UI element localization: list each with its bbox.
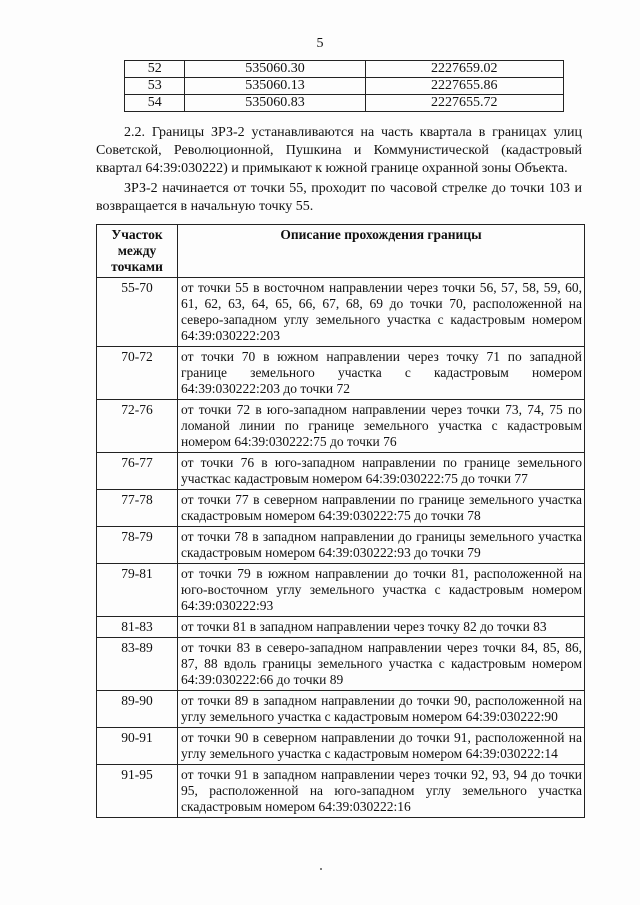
boundary-row — [97, 453, 585, 490]
segment-cell: 90-91 — [97, 728, 178, 765]
segment-cell: 83-89 — [97, 638, 178, 691]
description-cell: от точки 72 в юго-западном направлении через точки 73, 74, 75 по ломаной линии по границе земельного участка с кадастровым номером 64:39:030222:75 до точки 76 — [178, 400, 585, 453]
segment-cell: 55-70 — [97, 278, 178, 347]
y-coordinate-cell: 2227655.86 — [365, 78, 563, 95]
coordinates-row — [125, 78, 564, 95]
boundary-row — [97, 564, 585, 617]
segment-cell: 76-77 — [97, 453, 178, 490]
boundary-row — [97, 617, 585, 638]
description-cell: от точки 91 в западном направлении через точки 92, 93, 94 до точки 95, расположенной на юго-западном углу земельного участка скадастровым номером 64:39:030222:16 — [178, 765, 585, 818]
boundary-row — [97, 400, 585, 453]
paragraph-zrz2-start — [96, 180, 582, 216]
boundary-row — [97, 691, 585, 728]
description-cell: от точки 83 в северо-западном направлении через точки 84, 85, 86, 87, 88 вдоль границы земельного участка с кадастровым номером 64:39:030222:66 до точки 89 — [178, 638, 585, 691]
segment-cell: 72-76 — [97, 400, 178, 453]
boundary-row — [97, 278, 585, 347]
boundary-row — [97, 728, 585, 765]
coordinates-table-body — [125, 61, 564, 112]
segment-cell: 79-81 — [97, 564, 178, 617]
description-cell: от точки 55 в восточном направлении через точки 56, 57, 58, 59, 60, 61, 62, 63, 64, 65, 66, 67, 68, 69 до точки 70, расположенной на северо-западном углу земельного участка с кадастровым номером 64:39:030222:203 — [178, 278, 585, 347]
point-number-cell: 52 — [125, 61, 185, 78]
segment-cell: 89-90 — [97, 691, 178, 728]
paragraph-zrz2-bounds — [96, 124, 582, 178]
boundary-row — [97, 527, 585, 564]
description-cell: от точки 89 в западном направлении до точки 90, расположенной на углу земельного участка с кадастровым номером 64:39:030222:90 — [178, 691, 585, 728]
description-cell: от точки 70 в южном направлении через точку 71 по западной границе земельного участка с кадастровым номером 64:39:030222:203 до точки 72 — [178, 347, 585, 400]
coordinates-table — [124, 60, 564, 112]
segment-cell: 81-83 — [97, 617, 178, 638]
coordinates-row — [125, 61, 564, 78]
description-cell: от точки 76 в юго-западном направлении по границе земельного участкас кадастровым номером 64:39:030222:75 до точки 77 — [178, 453, 585, 490]
description-cell: от точки 79 в южном направлении до точки 81, расположенной на юго-восточном углу земельного участка с кадастровым номером 64:39:030222:93 — [178, 564, 585, 617]
x-coordinate-cell: 535060.30 — [185, 61, 365, 78]
coordinates-row — [125, 95, 564, 112]
boundary-row — [97, 347, 585, 400]
y-coordinate-cell: 2227659.02 — [365, 61, 563, 78]
segment-cell: 91-95 — [97, 765, 178, 818]
header-description: Описание прохождения границы — [178, 225, 585, 278]
segment-cell: 78-79 — [97, 527, 178, 564]
scan-speck — [320, 868, 322, 870]
boundary-description-table — [96, 224, 585, 818]
page-number: 5 — [316, 36, 324, 51]
description-cell: от точки 78 в западном направлении до границы земельного участка скадастровым номером 64:39:030222:93 до точки 79 — [178, 527, 585, 564]
paragraph-text: ЗРЗ-2 начинается от точки 55, проходит по часовой стрелке до точки 103 и возвращается в начальную точку 55. — [96, 181, 582, 214]
segment-cell: 70-72 — [97, 347, 178, 400]
boundary-table-body — [97, 278, 585, 818]
paragraph-text: 2.2. Границы ЗРЗ-2 устанавливаются на часть квартала в границах улиц Советской, Революционной, Пушкина и Коммунистической (кадастровый квартал 64:39:030222) и примыкают к южной границе охранной зоны Объекта. — [96, 125, 582, 176]
boundary-row — [97, 490, 585, 527]
point-number-cell: 53 — [125, 78, 185, 95]
header-segment: Участок между точками — [97, 225, 178, 278]
description-cell: от точки 81 в западном направлении через точку 82 до точки 83 — [178, 617, 585, 638]
y-coordinate-cell: 2227655.72 — [365, 95, 563, 112]
boundary-table-header-row — [97, 225, 585, 278]
x-coordinate-cell: 535060.13 — [185, 78, 365, 95]
boundary-row — [97, 638, 585, 691]
description-cell: от точки 77 в северном направлении по границе земельного участка скадастровым номером 64:39:030222:75 до точки 78 — [178, 490, 585, 527]
segment-cell: 77-78 — [97, 490, 178, 527]
boundary-row — [97, 765, 585, 818]
x-coordinate-cell: 535060.83 — [185, 95, 365, 112]
description-cell: от точки 90 в северном направлении до точки 91, расположенной на углу земельного участка с кадастровым номером 64:39:030222:14 — [178, 728, 585, 765]
point-number-cell: 54 — [125, 95, 185, 112]
